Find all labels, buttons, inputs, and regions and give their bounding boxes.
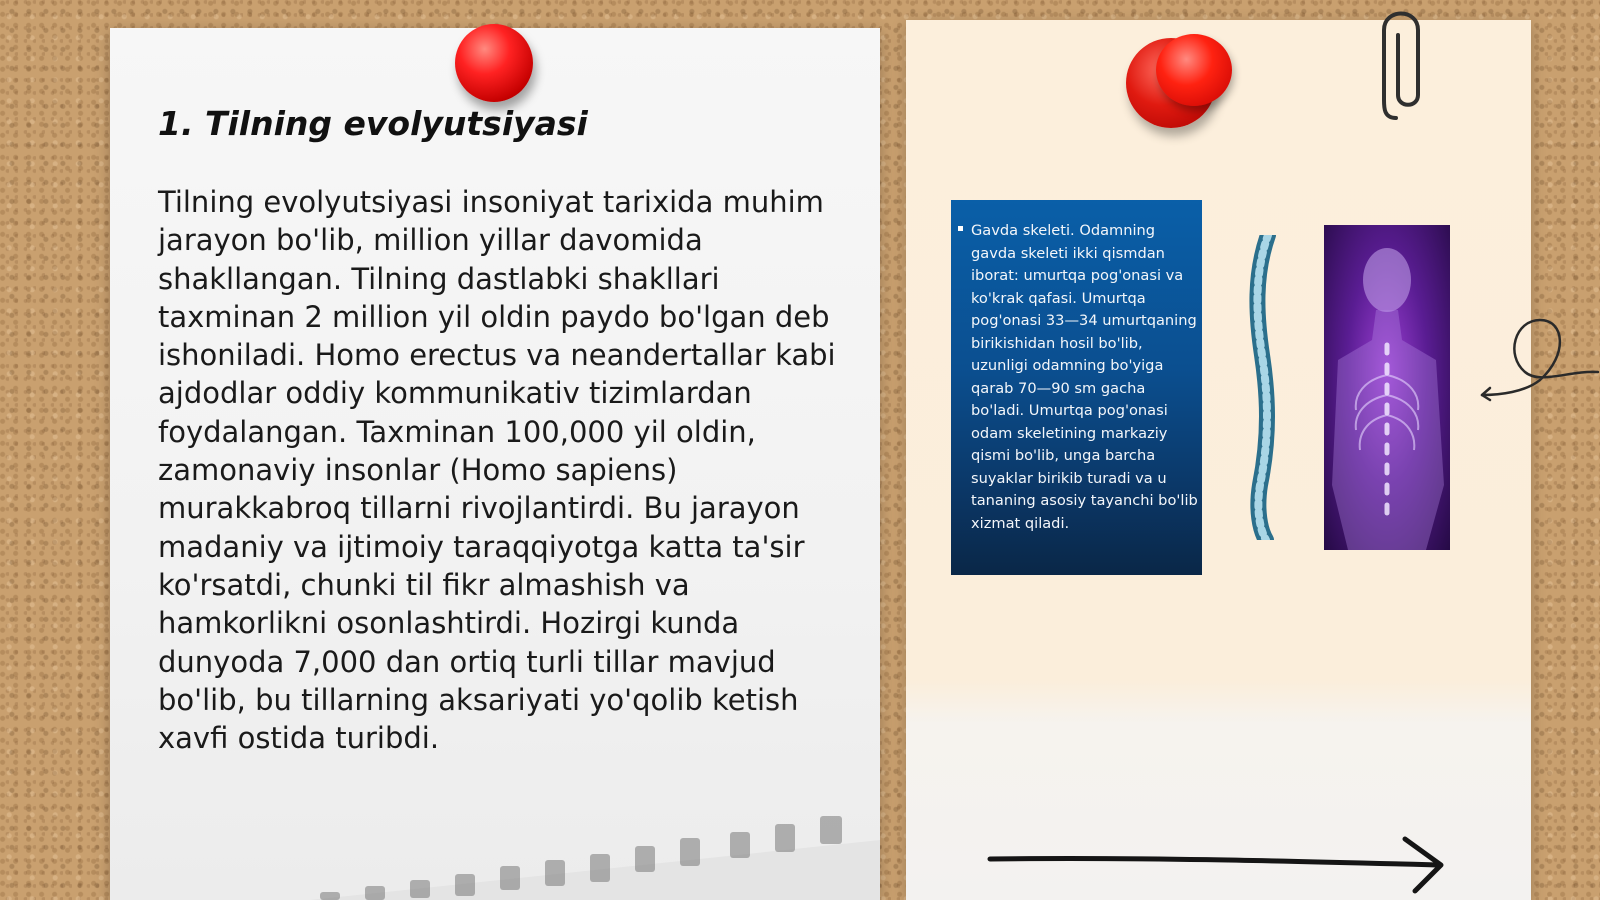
loop-doodle xyxy=(1480,310,1600,410)
torn-paper-edge xyxy=(310,780,880,900)
note-heading: 1. Tilning evolyutsiyasi xyxy=(158,104,588,143)
spine-image xyxy=(1240,235,1290,540)
bullet-icon xyxy=(958,226,963,231)
skeleton-info-box xyxy=(951,200,1202,575)
paper-clip-icon xyxy=(1378,0,1428,125)
red-push-pin xyxy=(1156,34,1232,106)
left-note-paper xyxy=(110,28,880,900)
skeleton-info-text: Gavda skeleti. Odamning gavda skeleti ikki qismdan iborat: umurtqa pog'onasi va ko'krak qafasi. Umurtqa pog'onasi 33—34 umurtqaning birikishidan hosil bo'lib, uzunligi odamning bo'yiga qarab 70—90 sm gacha bo'ladi. Umurtqa pog'onasi odam skeletining markaziy qismi bo'lib, unga barcha suyaklar birikib turadi va u tananing asosiy tayanchi bo'lib xizmat qiladi. xyxy=(971,222,1198,532)
xray-torso-image xyxy=(1324,225,1450,550)
note-body-text: Tilning evolyutsiyasi insoniyat tarixida muhim jarayon bo'lib, million yillar davomida shakllangan. Tilning dastlabki shakllari taxminan 2 million yil oldin paydo bo'lgan deb ishoniladi. Homo erectus va neandertallar kabi ajdodlar oddiy kommunikativ tizimlardan foydalangan. Taxminan 100,000 yil oldin, zamonaviy insonlar (Homo sapiens) murakkabroq tillarni rivojlantirdi. Bu jarayon madaniy va ijtimoiy taraqqiyotga katta ta'sir ko'rsatdi, chunki til fikr almashish va hamkorlikni osonlashtirdi. Hozirgi kunda dunyoda 7,000 dan ortiq turli tillar mavjud bo'lib, bu tillarning aksariyati yo'qolib ketish xavfi ostida turibdi. xyxy=(158,185,836,756)
arrow-right-icon xyxy=(985,835,1450,895)
red-push-pin xyxy=(455,24,533,102)
